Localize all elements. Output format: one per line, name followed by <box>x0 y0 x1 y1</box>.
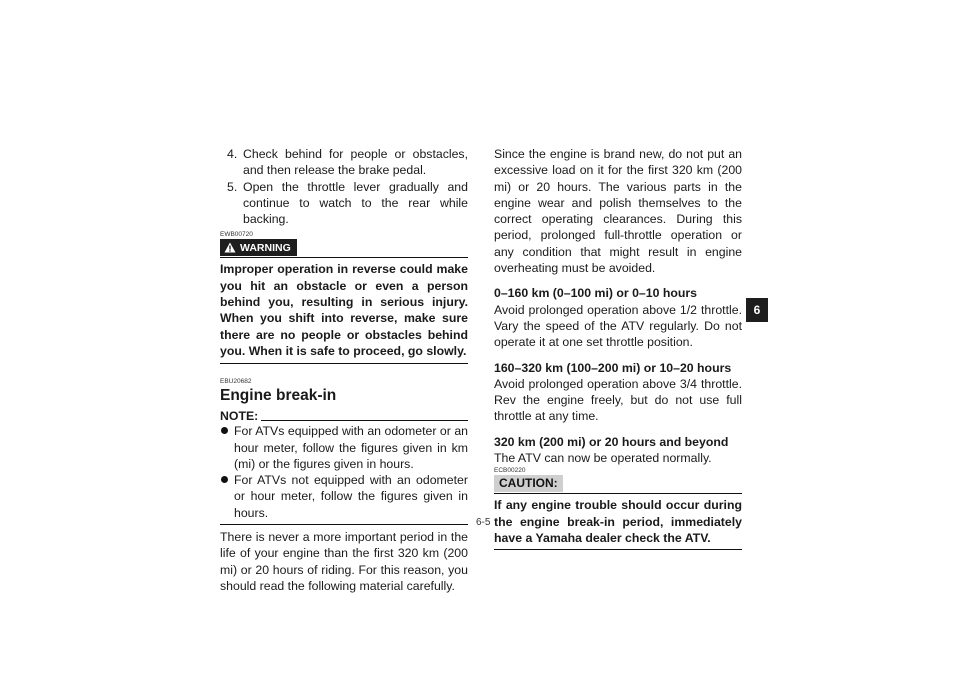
step-item <box>220 146 468 179</box>
stage-text: Avoid prolonged operation above 1/2 throttle. Vary the speed of the ATV regularly. Do not operate it at one set throttle position. <box>494 302 742 350</box>
section-title: Engine break-in <box>220 387 337 405</box>
step-number: 4. <box>227 147 238 161</box>
break-in-intro: Since the engine is brand new, do not put an excessive load on it for the first 320 km (200 mi) or 20 hours. The various parts in the engine wear and polish themselves to the correct operating clearances. During this period, prolonged full-throttle operation or any condition that might result in engine overheating must be avoided. <box>494 147 742 276</box>
note-label: NOTE: <box>220 409 259 424</box>
intro-paragraph: There is never a more important period in the life of your engine than the first 320 km (200 mi) or 20 hours of riding. For this reason, you should read the following material carefully. <box>220 530 468 593</box>
caution-bottom-rule <box>494 549 742 550</box>
warning-code: EWB00720 <box>220 231 253 239</box>
step-number: 5. <box>227 179 238 194</box>
note-item-text: For ATVs equipped with an odometer or an hour meter, follow the figures given in km (mi) or the figures given in hours. <box>234 424 468 471</box>
stage-title: 160–320 km (100–200 mi) or 10–20 hours <box>494 360 732 375</box>
note-bottom-rule <box>220 524 468 525</box>
caution-code: ECB00220 <box>494 467 526 475</box>
stage-title: 320 km (200 mi) or 20 hours and beyond <box>494 434 729 449</box>
stage-text: Avoid prolonged operation above 3/4 throttle. Rev the engine freely, but do not use full throttle at any time. <box>494 376 742 424</box>
warning-label-box <box>220 239 297 256</box>
note-list <box>220 423 468 521</box>
caution-text: If any engine trouble should occur during the engine break-in period, immediately have a Yamaha dealer check the ATV. <box>494 498 742 545</box>
warning-header <box>220 239 468 258</box>
warning-label: WARNING <box>240 241 291 254</box>
chapter-tab: 6 <box>746 298 768 322</box>
left-column <box>220 146 468 594</box>
steps-list <box>220 146 468 227</box>
step-item <box>220 179 468 228</box>
bullet-icon <box>221 427 228 434</box>
step-text: Open the throttle lever gradually and continue to watch to the rear while backing. <box>243 179 468 227</box>
warning-triangle-icon <box>224 242 236 253</box>
note-item <box>220 472 468 521</box>
note-rule <box>261 420 468 421</box>
stage-title: 0–160 km (0–100 mi) or 0–10 hours <box>494 286 698 301</box>
step-text: Check behind for people or obstacles, and then release the brake pedal. <box>243 147 468 178</box>
page-number: 6-5 <box>476 517 491 528</box>
bullet-icon <box>221 476 228 483</box>
caution-header <box>494 475 742 494</box>
stage-text: The ATV can now be operated normally. <box>494 451 712 466</box>
caution-label: CAUTION: <box>494 475 563 492</box>
note-item-text: For ATVs not equipped with an odometer or hour meter, follow the figures given in hours. <box>234 473 468 520</box>
section-code: EBU20682 <box>220 378 252 386</box>
note-item <box>220 423 468 472</box>
note-header <box>220 407 468 423</box>
warning-bottom-rule <box>220 363 468 364</box>
warning-text: Improper operation in reverse could make you hit an obstacle or even a person behind you, resulting in serious injury. When you shift into reverse, make sure there are no people or obstacles behind you. When it is safe to proceed, go slowly. <box>220 262 468 358</box>
right-column <box>494 146 742 550</box>
